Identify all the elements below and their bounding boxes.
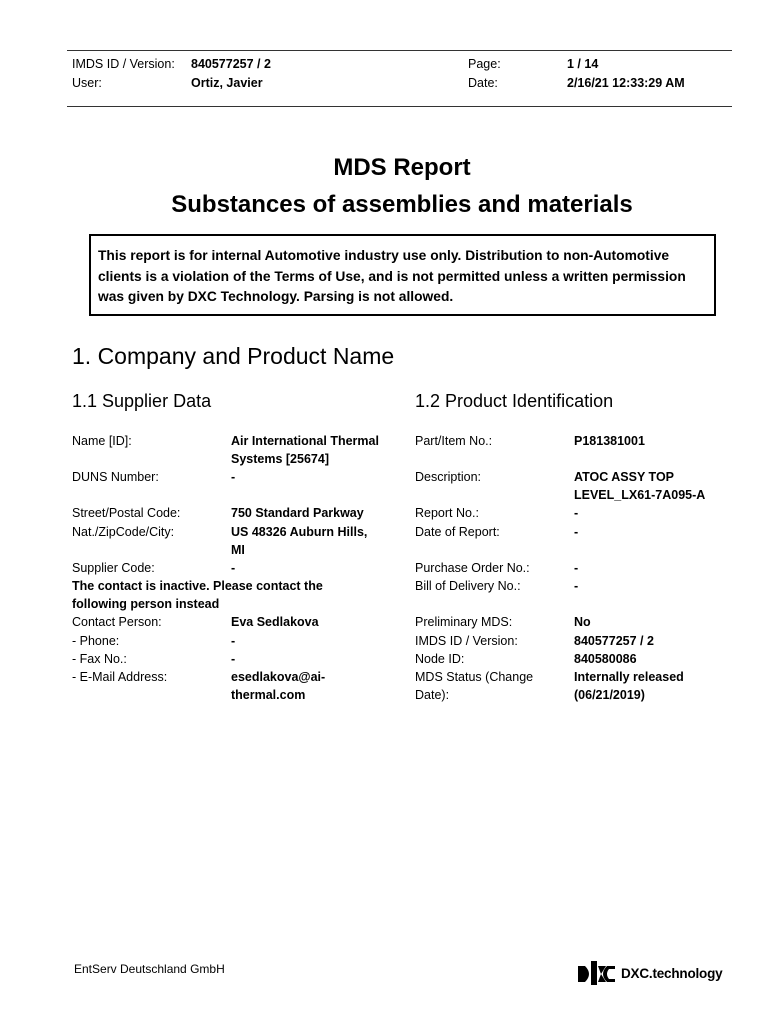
mds-status-label-1: MDS Status (Change [415,670,534,684]
contact-email-value-2: thermal.com [231,688,306,702]
contact-fax-value: - [231,652,236,666]
subsection-heading-supplier: 1.1 Supplier Data [72,391,212,411]
node-id-label: Node ID: [415,652,465,666]
notice-line-3: was given by DXC Technology. Parsing is not allowed. [98,289,454,304]
supplier-name-label: Name [ID]: [72,434,132,448]
contact-phone-label: - Phone: [72,634,120,648]
contact-person-value: Eva Sedlakova [231,615,319,629]
mds-status-value-2: (06/21/2019) [574,688,645,702]
report-no-label: Report No.: [415,506,479,520]
usage-notice-box [89,234,716,316]
product-imds-value: 840577257 / 2 [574,634,654,648]
dxc-logo [577,958,722,988]
notice-line-1: This report is for internal Automotive industry use only. Distribution to non-Automotive [98,248,670,263]
description-value-2: LEVEL_LX61-7A095-A [574,488,706,502]
supplier-city-value-2: MI [231,543,245,557]
supplier-duns-label: DUNS Number: [72,470,159,484]
header-date-value: 2/16/21 12:33:29 AM [567,76,685,90]
header-page-label: Page: [468,57,501,71]
bill-of-delivery-label: Bill of Delivery No.: [415,579,521,593]
footer-company: EntServ Deutschland GmbH [74,962,225,976]
supplier-city-value-1: US 48326 Auburn Hills, [231,525,368,539]
header-date-label: Date: [468,76,498,90]
header-row-2 [0,75,768,91]
header-row-1 [0,56,768,72]
inactive-contact-note-2: following person instead [72,597,220,611]
section-heading-company-product: 1. Company and Product Name [72,343,395,369]
purchase-order-value: - [574,561,579,575]
supplier-code-label: Supplier Code: [72,561,155,575]
supplier-street-label: Street/Postal Code: [72,506,181,520]
header-user-label: User: [72,76,102,90]
supplier-street-value: 750 Standard Parkway [231,506,364,520]
bill-of-delivery-value: - [574,579,579,593]
dxc-logo-icon [577,959,617,987]
report-subtitle: Substances of assemblies and materials [171,191,633,218]
header-bottom-rule [67,106,732,107]
contact-email-value-1: esedlakova@ai- [231,670,326,684]
report-date-label: Date of Report: [415,525,500,539]
supplier-name-value-1: Air International Thermal [231,434,379,448]
contact-phone-value: - [231,634,236,648]
supplier-code-value: - [231,561,236,575]
contact-person-label: Contact Person: [72,615,162,629]
node-id-value: 840580086 [574,652,637,666]
mds-status-label-2: Date): [415,688,450,702]
dxc-logo-text: DXC.technology [621,965,723,981]
subsection-heading-product: 1.2 Product Identification [415,391,614,411]
purchase-order-label: Purchase Order No.: [415,561,530,575]
notice-line-2: clients is a violation of the Terms of Use, and is not permitted unless a written permission [98,268,686,284]
header-user-value: Ortiz, Javier [191,76,263,90]
contact-email-label: - E-Mail Address: [72,670,168,684]
header-imds-label: IMDS ID / Version: [72,57,175,71]
supplier-city-label: Nat./ZipCode/City: [72,525,175,539]
part-number-value: P181381001 [574,434,645,448]
part-number-label: Part/Item No.: [415,434,493,448]
mds-status-value-1: Internally released [574,670,684,684]
supplier-name-value-2: Systems [25674] [231,452,329,466]
report-date-value: - [574,525,579,539]
description-value-1: ATOC ASSY TOP [574,470,675,484]
report-title: MDS Report [333,154,471,181]
contact-fax-label: - Fax No.: [72,652,127,666]
supplier-duns-value: - [231,470,236,484]
description-label: Description: [415,470,481,484]
preliminary-mds-value: No [574,615,591,629]
report-no-value: - [574,506,579,520]
inactive-contact-note-1: The contact is inactive. Please contact the [72,579,323,593]
header-top-rule [67,50,732,51]
preliminary-mds-label: Preliminary MDS: [415,615,513,629]
header-page-value: 1 / 14 [567,57,599,71]
header-imds-value: 840577257 / 2 [191,57,271,71]
product-imds-label: IMDS ID / Version: [415,634,518,648]
